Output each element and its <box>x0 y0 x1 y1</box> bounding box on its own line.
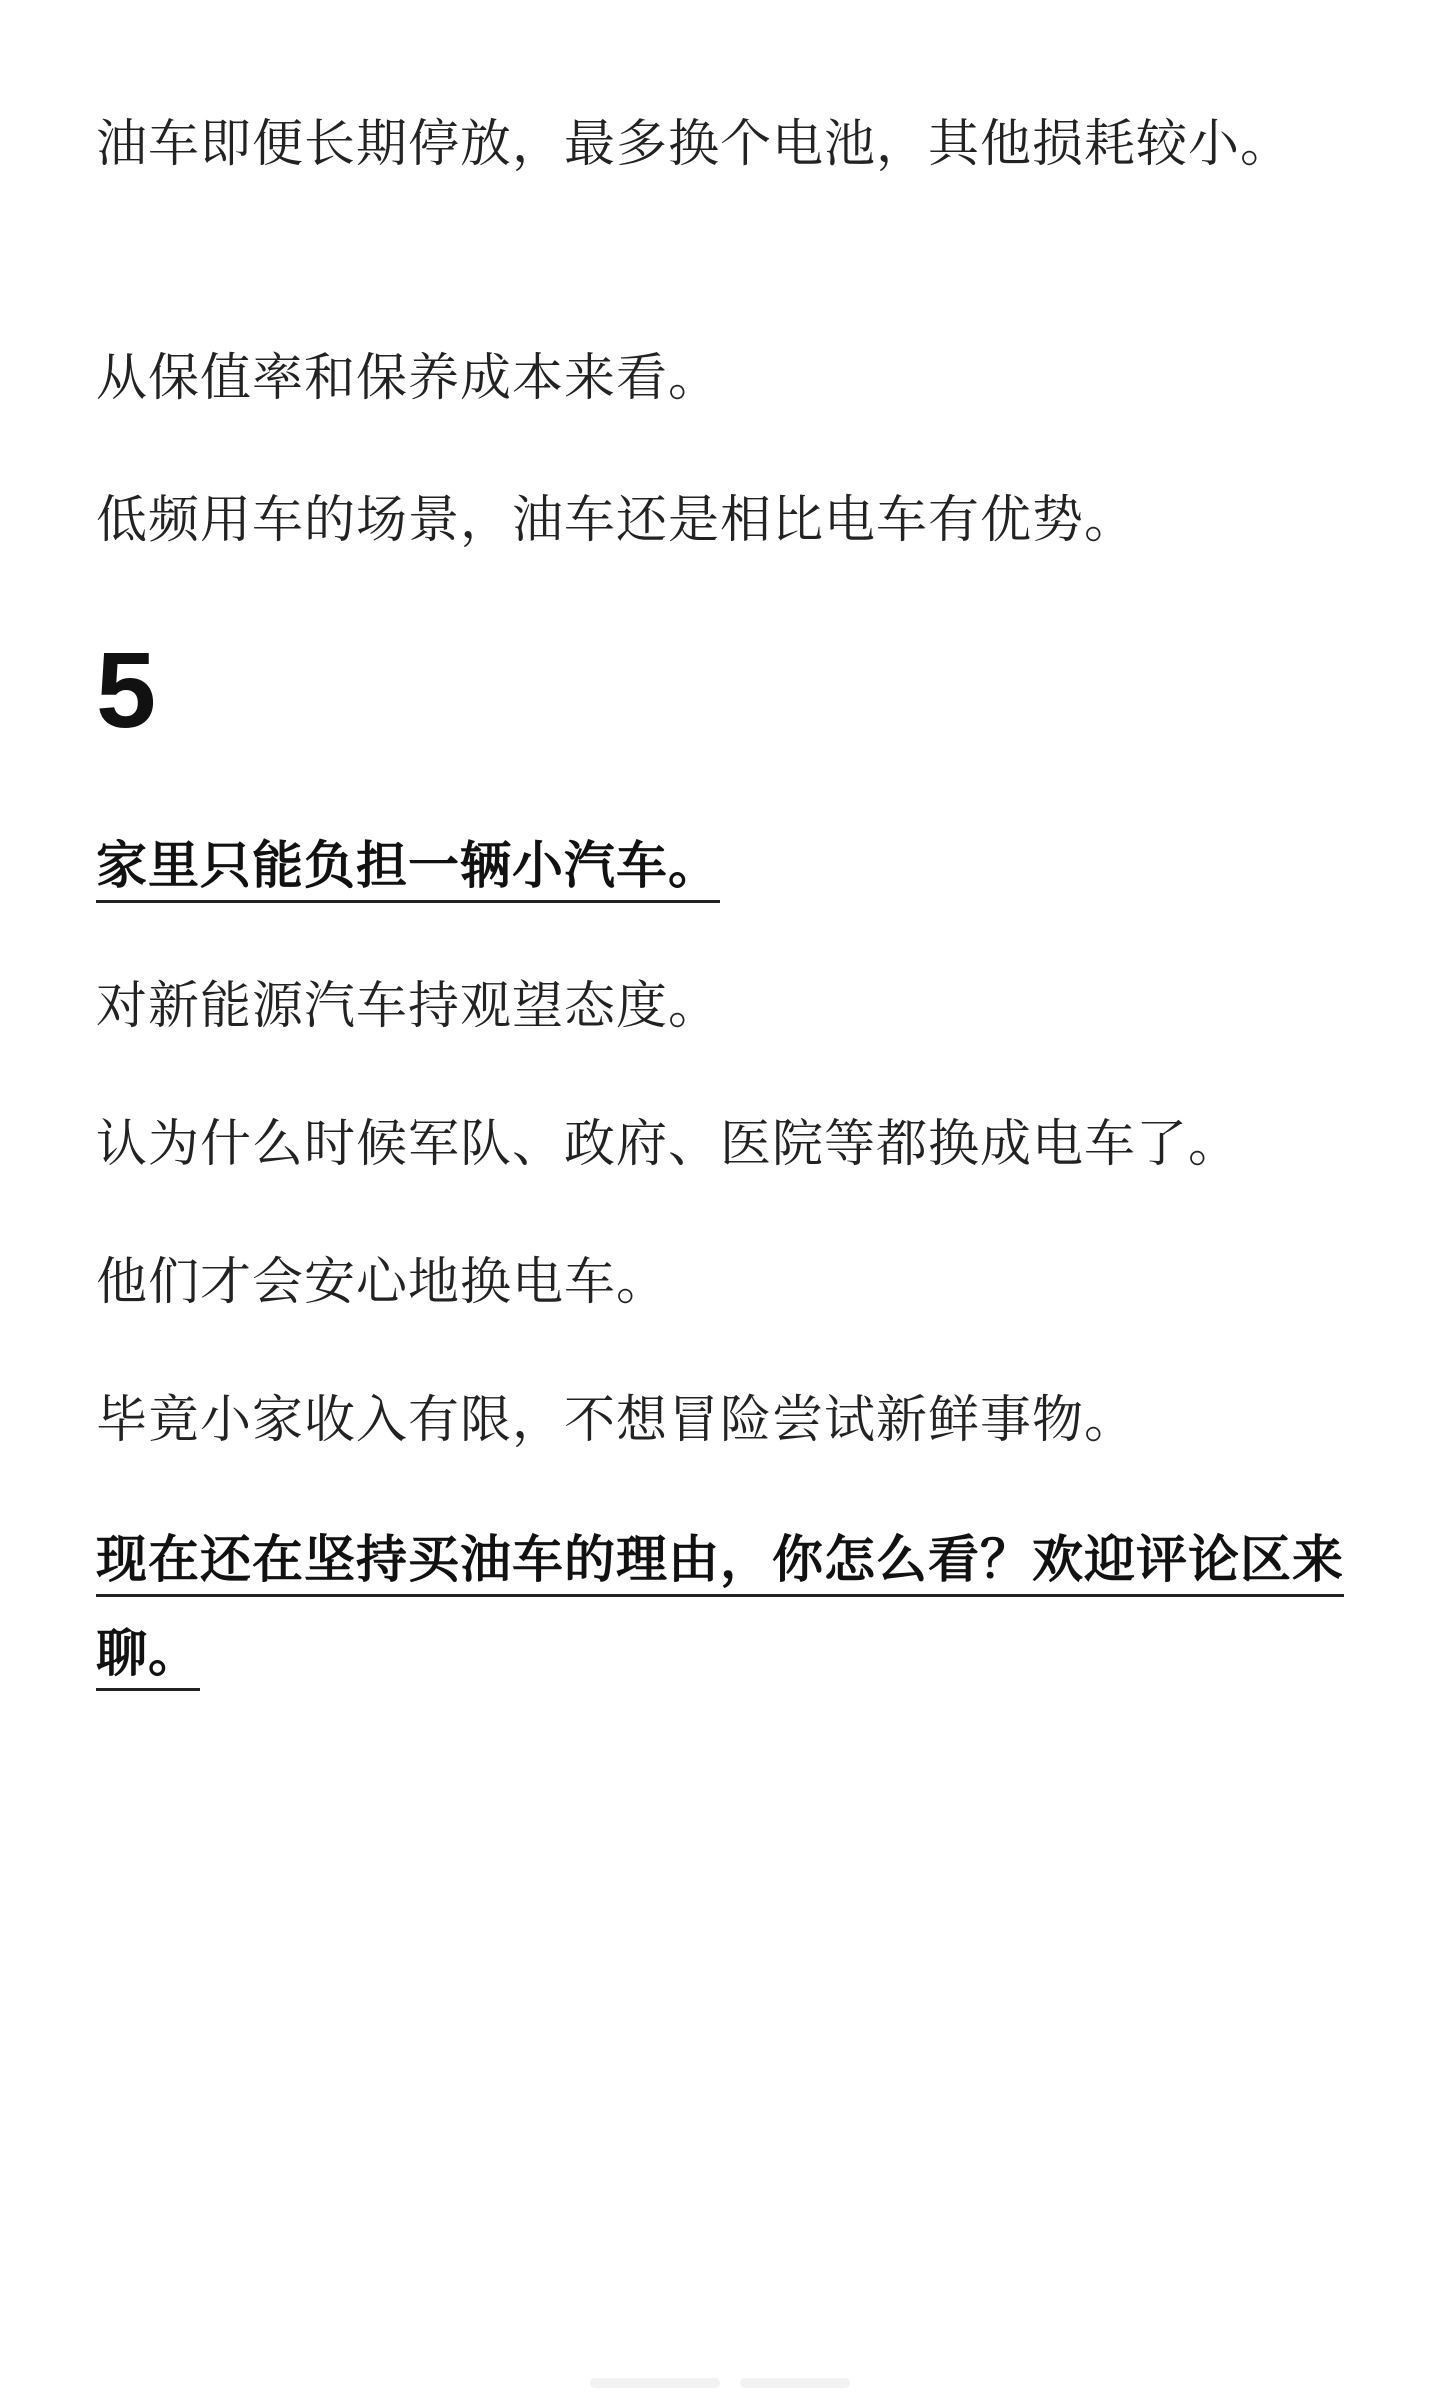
paragraph-low-frequency: 低频用车的场景，油车还是相比电车有优势。 <box>96 491 1137 550</box>
paragraph-value-retention: 从保值率和保养成本来看。 <box>96 349 721 408</box>
closing-question-text: 现在还在坚持买油车的理由，你怎么看？欢迎评论区来聊。 <box>96 1531 1344 1691</box>
closing-question <box>96 1514 1356 1702</box>
section-heading <box>96 820 1356 914</box>
watermark-mark <box>740 2378 850 2388</box>
paragraph-institutions: 认为什么时候军队、政府、医院等都换成电车了。 <box>96 1115 1241 1174</box>
section-heading-text: 家里只能负担一辆小汽车。 <box>96 837 720 903</box>
paragraph-switch-with-confidence: 他们才会安心地换电车。 <box>96 1253 669 1312</box>
paragraph-wait-and-see: 对新能源汽车持观望态度。 <box>96 977 721 1036</box>
paragraph-limited-income: 毕竟小家收入有限，不想冒险尝试新鲜事物。 <box>96 1391 1137 1450</box>
watermark-mark <box>590 2378 720 2388</box>
paragraph-parked-car: 油车即便长期停放，最多换个电池，其他损耗较小。 <box>96 115 1293 174</box>
article-body <box>96 0 1356 2400</box>
section-number: 5 <box>96 629 157 750</box>
